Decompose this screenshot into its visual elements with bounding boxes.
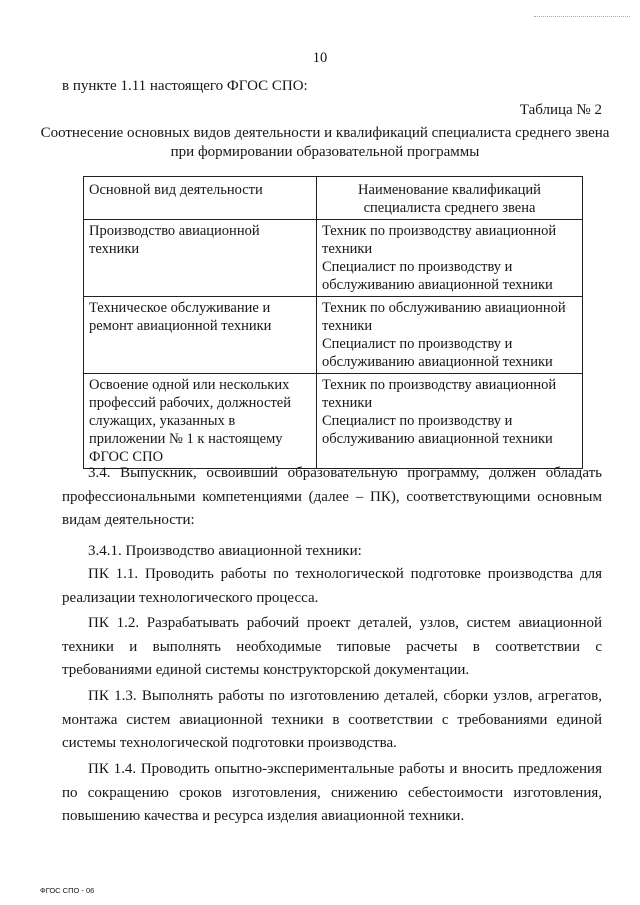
table-header-row [84, 177, 583, 220]
qualification-item: Техник по производству авиационной техники [322, 223, 557, 257]
table-header-activity: Основной вид деятельности [84, 177, 317, 220]
table-cell-activity: Техническое обслуживание и ремонт авиационной техники [84, 297, 317, 374]
table-row [84, 374, 583, 469]
qualification-item: Специалист по производству и обслуживанию авиационной техники [322, 413, 553, 447]
table-cell-activity: Производство авиационной техники [84, 220, 317, 297]
qualification-item: Специалист по производству и обслуживанию авиационной техники [322, 336, 553, 370]
qualifications-table [83, 176, 583, 469]
table-cell-activity: Освоение одной или нескольких профессий рабочих, должностей служащих, указанных в приложении № 1 к настоящему ФГОС СПО [84, 374, 317, 469]
lead-line: в пункте 1.11 настоящего ФГОС СПО: [62, 78, 308, 94]
paragraph-pk-1-2: ПК 1.2. Разрабатывать рабочий проект деталей, узлов, систем авиационной техники и выполнять необходимые типовые расчеты в соответствии с требованиями единой системы конструкторской документации. [62, 615, 602, 678]
table-row [84, 220, 583, 297]
page-number: 10 [312, 50, 328, 66]
table-cell-qualifications [317, 374, 583, 469]
table-cell-qualifications [317, 297, 583, 374]
table-header-qualifications: Наименование квалификаций специалиста среднего звена [317, 177, 583, 220]
paragraph-section-heading: 3.4.1. Производство авиационной техники: [88, 543, 362, 559]
qualification-item: Техник по производству авиационной техники [322, 377, 557, 411]
table-caption: Таблица № 2 [519, 102, 602, 118]
paragraph-graduate-competencies: 3.4. Выпускник, освоивший образовательную программу, должен обладать профессиональными компетенциями (далее – ПК), соответствующими основным видам деятельности: [62, 465, 602, 528]
qualification-item: Специалист по производству и обслуживанию авиационной техники [322, 259, 553, 293]
table-title: Соотнесение основных видов деятельности и квалификаций специалиста среднего звена при формировании образовательной программы [40, 125, 610, 160]
table-cell-qualifications [317, 220, 583, 297]
paragraph-pk-1-1: ПК 1.1. Проводить работы по технологической подготовке производства для реализации технологического процесса. [62, 566, 602, 606]
table-row [84, 297, 583, 374]
scan-artifact-rule [534, 16, 630, 17]
paragraph-pk-1-4: ПК 1.4. Проводить опытно-экспериментальные работы и вносить предложения по сокращению сроков изготовления, снижению себестоимости изготовления, повышению качества и ресурса изделия авиационной техники. [62, 761, 602, 824]
footer-code: ФГОС СПО - 06 [40, 886, 95, 895]
qualification-item: Техник по обслуживанию авиационной техники [322, 300, 566, 334]
paragraph-pk-1-3: ПК 1.3. Выполнять работы по изготовлению деталей, сборки узлов, агрегатов, монтажа систем авиационной техники в соответствии с требованиями единой системы технологической подготовки производства. [62, 688, 602, 751]
